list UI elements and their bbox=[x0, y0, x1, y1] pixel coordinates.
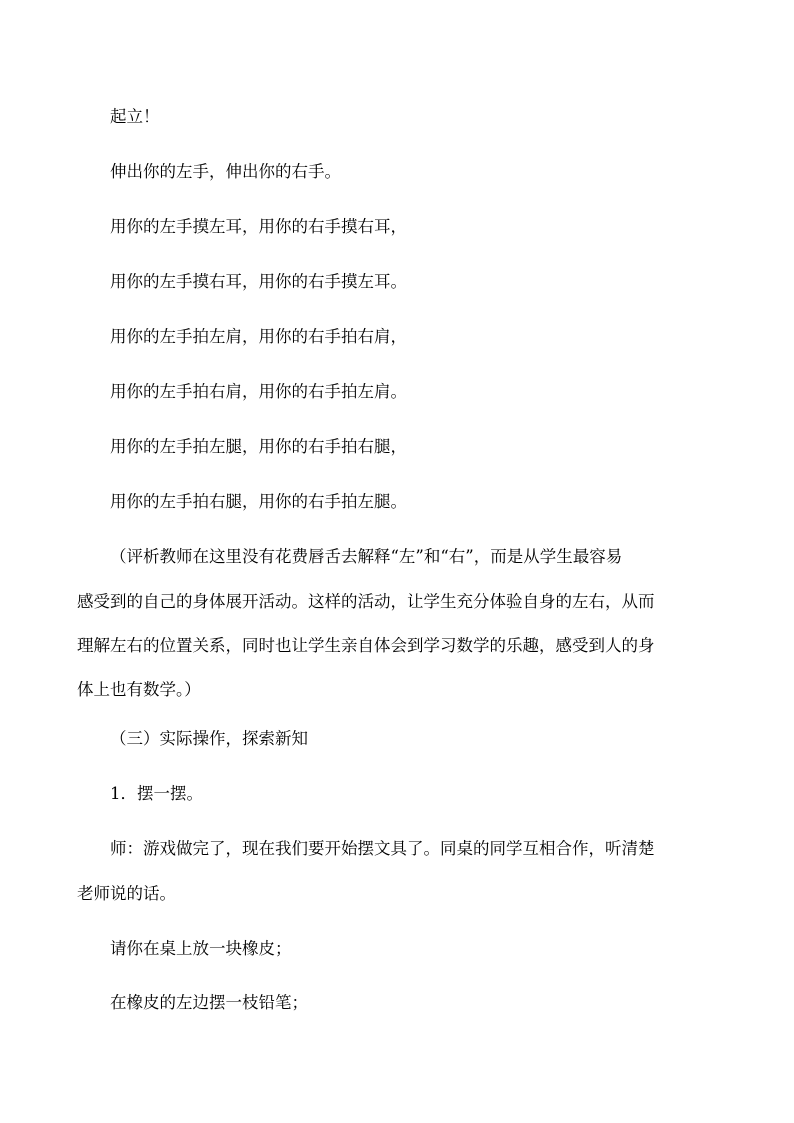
text-line: 用你的左手拍右肩，用你的右手拍左肩。 bbox=[110, 382, 407, 401]
text-line: 伸出你的左手，伸出你的右手。 bbox=[110, 162, 341, 181]
text-line: 用你的左手拍右腿，用你的右手拍左腿。 bbox=[110, 492, 407, 511]
instruction-line: 在橡皮的左边摆一枝铅笔； bbox=[110, 993, 308, 1012]
text-line: 起立！ bbox=[110, 107, 160, 126]
comment-line: （评析教师在这里没有花费唇舌去解释“左”和“右”，而是从学生最容易 bbox=[110, 547, 623, 566]
text-line: 用你的左手拍左腿，用你的右手拍右腿， bbox=[110, 437, 407, 456]
teacher-line: 师：游戏做完了，现在我们要开始摆文具了。同桌的同学互相合作，听清楚 bbox=[110, 839, 655, 858]
comment-line: 感受到的自己的身体展开活动。这样的活动，让学生充分体验自身的左右，从而 bbox=[77, 592, 655, 611]
teacher-line: 老师说的话。 bbox=[77, 884, 176, 903]
comment-line: 理解左右的位置关系，同时也让学生亲自体会到学习数学的乐趣，感受到人的身 bbox=[77, 636, 655, 655]
list-item: 1．摆一摆。 bbox=[110, 784, 203, 803]
comment-line: 体上也有数学。） bbox=[77, 680, 201, 699]
instruction-line: 请你在桌上放一块橡皮； bbox=[110, 939, 292, 958]
text-line: 用你的左手拍左肩，用你的右手拍右肩， bbox=[110, 327, 407, 346]
section-title: （三）实际操作，探索新知 bbox=[110, 729, 308, 748]
text-line: 用你的左手摸右耳，用你的右手摸左耳。 bbox=[110, 272, 407, 291]
text-line: 用你的左手摸左耳，用你的右手摸右耳， bbox=[110, 217, 407, 236]
